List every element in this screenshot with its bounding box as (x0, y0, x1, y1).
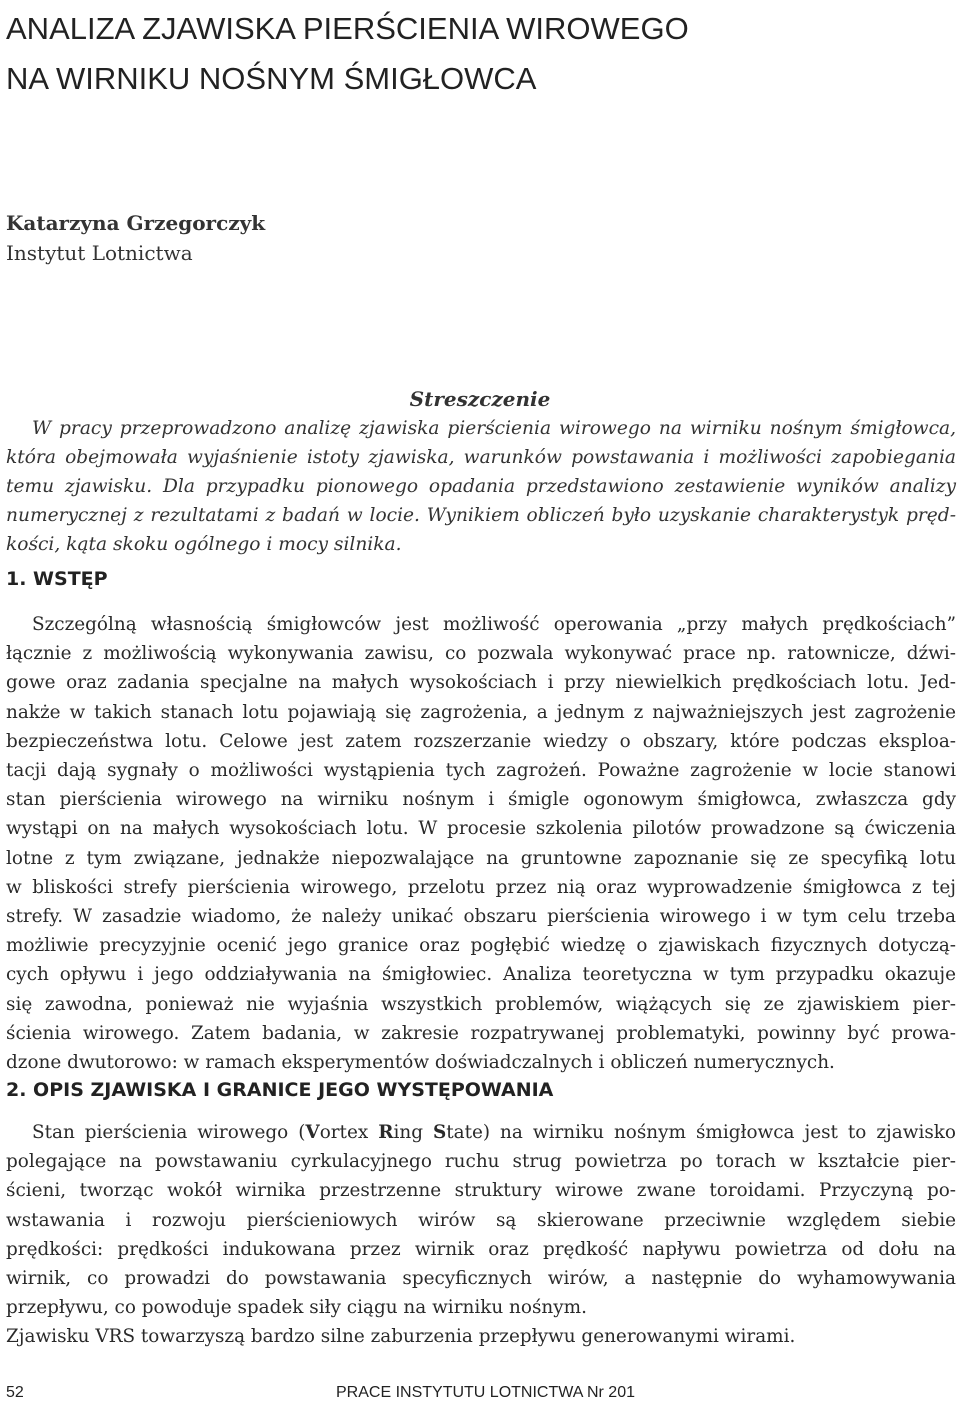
paragraph-line: łącznie z możliwością wykonywania zawisu, co pozwala wykonywać prace np. ratownicze, dźwi- (6, 643, 956, 665)
paragraph-line: stan pierścienia wirowego na wirniku nośnym i śmigle ogonowym śmigłowca, zwłaszcza gdy (6, 789, 956, 811)
paragraph-line: nakże w takich stanach lotu pojawiają się zagrożenia, a jednym z najważniejszych jest zagrożenie (6, 701, 956, 723)
abstract-line: która obejmowała wyjaśnienie istoty zjawiska, warunków powstawania i możliwości zapobiegania (6, 447, 956, 468)
paragraph-line: wirnik, co prowadzi do powstawania specyficznych wirów, a następnie do wyhamowywania (6, 1268, 956, 1290)
first-line-text: Stan pierścienia wirowego ( (32, 1122, 306, 1143)
title-line-2: NA WIRNIKU NOŚNYM ŚMIGŁOWCA (6, 61, 537, 96)
paragraph-line: wstawania i rozwoju pierścieniowych wirów są skierowane przeciwnie względem siebie (6, 1209, 956, 1231)
paragraph-line: polegające na powstawaniu cyrkulacyjnego ruchu strug powietrza po torach w kształcie pier- (6, 1151, 956, 1173)
abstract-line: temu zjawisku. Dla przypadku pionowego opadania przedstawiono zestawienie wyników analizy (6, 476, 956, 497)
paragraph-line: możliwie precyzyjnie ocenić jego granice oraz pogłębić wiedzę o zjawiskach fizycznych dotyczą- (6, 935, 956, 957)
paragraph-line: bezpieczeństwa lotu. Celowe jest zatem rozszerzanie wiedzy o obszary, które podczas eksploa- (6, 730, 956, 752)
abstract-line: W pracy przeprowadzono analizę zjawiska pierścienia wirowego na wirniku nośnym śmigłowca, (32, 418, 956, 439)
paragraph-line: tacji dają sygnały o możliwości wystąpienia tych zagrożeń. Poważne zagrożenie w locie stanowi (6, 760, 956, 782)
paragraph-line: ścieni, tworząc wokół wirnika przestrzenne struktury wirowe zwane toroidami. Przyczyną po- (6, 1180, 956, 1202)
paragraph-line: ścienia wirowego. Zatem badania, w zakresie rozpatrywanej problematyki, powinny być prowa- (6, 1022, 956, 1044)
paragraph-line: dzone dwutorowo: w ramach eksperymentów doświadczalnych i obliczeń numerycznych. (6, 1052, 835, 1074)
first-line-text: ing (393, 1122, 433, 1143)
section-2-body (6, 1118, 956, 1352)
paragraph-line: Szczególną własnością śmigłowców jest możliwość operowania „przy małych prędkościach” (32, 614, 956, 635)
paragraph-line: strefy. W zasadzie wiadomo, że należy unikać obszaru pierścienia wirowego i w tym celu trzeba (6, 906, 956, 928)
acronym-letter-v: V (305, 1122, 320, 1143)
section-2-heading: 2. OPIS ZJAWISKA I GRANICE JEGO WYSTĘPOWANIA (6, 1079, 554, 1101)
paragraph-line: gowe oraz zadania specjalne na małych wysokościach i przy niewielkich prędkościach lotu. Jed- (6, 672, 956, 694)
first-line-text: tate) na wirniku nośnym śmigłowca jest to zjawisko (446, 1122, 956, 1143)
author-affiliation: Instytut Lotnictwa (6, 241, 193, 265)
first-line-text: ortex (319, 1122, 379, 1143)
abstract-line: numerycznej z rezultatami z badań w locie. Wynikiem obliczeń było uzyskanie charakterystyk pręd- (6, 505, 956, 526)
abstract-heading: Streszczenie (409, 387, 551, 411)
paragraph-line: Zjawisku VRS towarzyszą bardzo silne zaburzenia przepływu generowanymi wirami. (6, 1326, 796, 1348)
paragraph-line (32, 1118, 956, 1147)
paragraph-line: się zawodna, ponieważ nie wyjaśnia wszystkich problemów, wiążących się ze zjawiskiem pier- (6, 993, 956, 1015)
paper-title (6, 4, 906, 104)
section-1-heading: 1. WSTĘP (6, 568, 108, 590)
page-number: 52 (6, 1384, 24, 1401)
paragraph-line: wystąpi on na małych wysokościach lotu. W procesie szkolenia pilotów prowadzone są ćwiczenia (6, 818, 956, 840)
abstract-line: kości, kąta skoku ogólnego i mocy silnika. (6, 534, 402, 555)
paragraph-line: cych opływu i jego oddziaływania na śmigłowiec. Analiza teoretyczna w tym przypadku okazuje (6, 964, 956, 986)
acronym-letter-r: R (378, 1122, 394, 1143)
paragraph-line: prędkości: prędkości indukowana przez wirnik oraz prędkość napływu powietrza od dołu na (6, 1238, 956, 1260)
author-name: Katarzyna Grzegorczyk (6, 211, 266, 235)
acronym-letter-s: S (432, 1122, 447, 1143)
section-1-body (6, 610, 956, 1077)
abstract-body (6, 414, 956, 559)
paragraph-line: przepływu, co powoduje spadek siły ciągu na wirniku nośnym. (6, 1297, 587, 1319)
title-line-1: ANALIZA ZJAWISKA PIERŚCIENIA WIROWEGO (6, 11, 689, 46)
journal-name: PRACE INSTYTUTU LOTNICTWA Nr 201 (336, 1384, 635, 1401)
paragraph-line: w bliskości strefy pierścienia wirowego, przelotu przez nią oraz wyprowadzenie śmigłowca z tej (6, 876, 956, 898)
paragraph-line: lotne z tym związane, jednakże niepozwalające na gruntowne zapoznanie się ze specyfiką lotu (6, 847, 956, 869)
